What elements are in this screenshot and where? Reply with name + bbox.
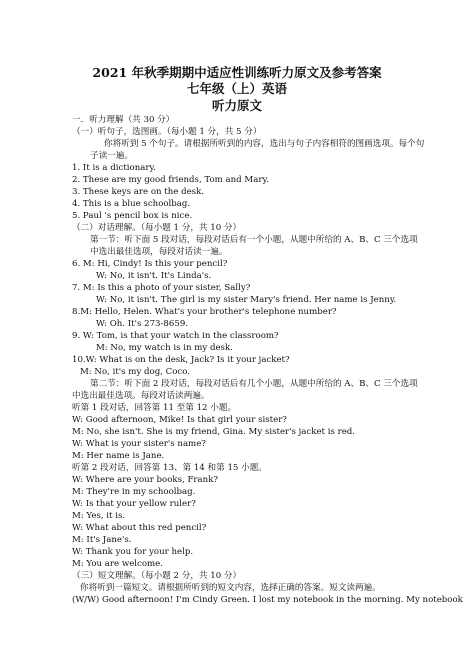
text-line: 5. Paul 's pencil box is nice. (72, 211, 193, 221)
text-line: 听第 2 段对话，回答第 13、第 14 和第 15 小题。 (72, 463, 267, 473)
text-line: W: Thank you for your help. (72, 547, 194, 557)
text-line: 子读一遍。 (90, 151, 133, 161)
doc-title: 2021 年秋季期期中适应性训练听力原文及参考答案 (92, 65, 382, 80)
text-line: M: It's Jane's. (72, 535, 132, 545)
text-line: 2. These are my good friends, Tom and Mary. (72, 175, 269, 185)
text-line: 1. It is a dictionary. (72, 163, 156, 173)
text-line: M: No, she isn't. She is my friend, Gina. My sister's jacket is red. (72, 427, 356, 437)
text-line: 3. These keys are on the desk. (72, 187, 205, 197)
text-line: 7. M: Is this a photo of your sister, Sally? (72, 283, 251, 293)
text-line: M: They're in my schoolbag. (72, 487, 196, 497)
text-line: （三）短文理解。（每小题 2 分，共 10 分） (72, 571, 242, 581)
text-line: W: What about this red pencil? (72, 523, 207, 533)
text-line: W: Good afternoon, Mike! Is that girl your sister? (72, 415, 287, 425)
text-line: （二）对话理解。（每小题 1 分，共 10 分） (72, 223, 242, 233)
text-line: M: You are welcome. (72, 559, 163, 569)
text-line: M: No, it's my dog, Coco. (80, 367, 190, 377)
section-heading: 听力原文 (211, 98, 262, 113)
text-line: W: Where are your books, Frank? (72, 475, 219, 485)
text-line: 中选出最佳选项。每段对话读两遍。 (72, 391, 210, 401)
text-line: W: What is your sister's name? (72, 439, 206, 449)
text-line: 8.M: Hello, Helen. What's your brother's telephone number? (72, 307, 337, 317)
text-line: 4. This is a blue schoolbag. (72, 199, 191, 209)
text-line: （一）听句子，选图画。（每小题 1 分，共 5 分） (72, 127, 262, 137)
text-line: M: Yes, it is. (72, 511, 126, 521)
text-line: 你将听到 5 个句子。请根据所听到的内容，选出与句子内容相符的图画选项。每个句 (104, 139, 425, 149)
text-line: 第一节：听下面 5 段对话，每段对话后有一个小题，从题中所给的 A、B、C 三个选项 (90, 235, 418, 245)
text-line: 9. W: Tom, is that your watch in the classroom? (72, 331, 279, 341)
text-line: 第二节：听下面 2 段对话，每段对话后有几个小题，从题中所给的 A、B、C 三个选项 (90, 379, 418, 389)
text-line: 10.W: What is on the desk, Jack? Is it your jacket? (72, 355, 290, 365)
text-line: 你将听到一篇短文。请根据所听到的短文内容，选择正确的答案。短文读两遍。 (80, 583, 381, 593)
text-line: 听第 1 段对话，回答第 11 至第 12 小题。 (72, 403, 237, 413)
doc-subtitle: 七年级（上）英语 (186, 81, 287, 96)
text-line: M: No, my watch is in my desk. (96, 343, 233, 353)
text-line: 中选出最佳选项，每段对话读一遍。 (90, 247, 228, 257)
text-line: 6. M: Hi, Cindy! Is this your pencil? (72, 259, 228, 269)
text-line: 一．听力理解（共 30 分） (72, 115, 175, 125)
text-line: (W/W) Good afternoon! I'm Cindy Green. I lost my notebook in the morning. My notebook (72, 595, 463, 605)
text-line: W: Is that your yellow ruler? (72, 499, 196, 509)
text-line: W: Oh. It's 273-8659. (96, 319, 189, 329)
text-line: W: No, it isn't. The girl is my sister Mary's friend. Her name is Jenny. (96, 295, 397, 305)
text-line: M: Her name is Jane. (72, 451, 165, 461)
text-line: W: No, it isn't. It's Linda's. (96, 271, 212, 281)
